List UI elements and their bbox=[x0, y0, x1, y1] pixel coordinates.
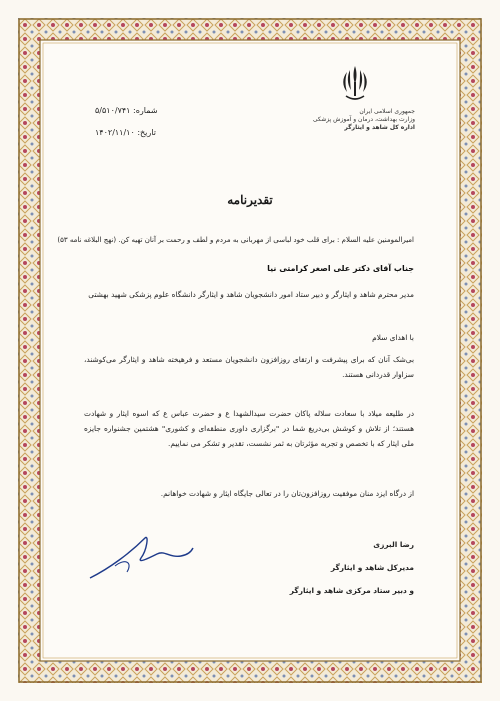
opening-quote: امیرالمومنین علیه السلام : برای قلب خود لباسی از مهربانی به مردم و لطف و رحمت بر آنان تهیه کن. (نهج البلاغه نامه ۵۳) bbox=[57, 236, 414, 244]
signatory-title-2: و دبیر ستاد مرکزی شاهد و ایثارگر bbox=[289, 586, 414, 595]
recipient-role: مدیر محترم شاهد و ایثارگر و دبیر ستاد امور دانشجویان شاهد و ایثارگر دانشگاه علوم پزشکی شهید بهشتی bbox=[88, 290, 414, 299]
letter-number bbox=[95, 106, 158, 115]
org-line-1: جمهوری اسلامی ایران bbox=[359, 108, 415, 115]
number-label: شماره: bbox=[133, 106, 158, 115]
date-value: ۱۴۰۲/۱۱/۱۰ bbox=[95, 128, 135, 137]
signatory-name: رضا البرزی bbox=[373, 540, 414, 549]
date-label: تاریخ: bbox=[137, 128, 156, 137]
body-paragraph-3: از درگاه ایزد منان موفقیت روزافزون‌تان را در تعالی جایگاه ایثار و شهادت خواهانم. bbox=[160, 489, 414, 498]
page-title: تقدیرنامه bbox=[227, 193, 273, 207]
recipient-name: جناب آقای دکتر علی اصغر کرامتی نیا bbox=[267, 264, 414, 273]
body-paragraph-2: در طلیعه میلاد با سعادت سلاله پاکان حضرت سیدالشهدا ع و حضرت عباس ع که اسوه ایثار و شهادت هستند؛ از تلاش و کوشش بی‌دریغ شما در "برگزاری داوری منطقه‌ای و کشوری" هشتمین جشنواره جایزه ملی ایثار که با تخصص و تجربه مؤثرتان به ثمر نشست، تقدیر و تشکر می نماییم. bbox=[84, 409, 414, 448]
signature-scribble bbox=[85, 528, 195, 583]
signatory-title-1: مدیرکل شاهد و ایثارگر bbox=[330, 563, 414, 572]
iran-emblem-icon bbox=[333, 62, 377, 106]
number-value: ۵/۵۱۰/۷۴۱ bbox=[95, 106, 131, 115]
org-line-3: اداره کل شاهد و ایثارگر bbox=[344, 124, 415, 131]
letter-date bbox=[95, 128, 156, 137]
greeting: با اهدای سلام bbox=[372, 333, 414, 342]
org-line-2: وزارت بهداشت، درمان و آموزش پزشکی bbox=[312, 116, 415, 123]
body-paragraph-1: بی‌شک آنان که برای پیشرفت و ارتقای روزافزون دانشجویان مستعد و فرهیخته شاهد و ایثارگر می‌کوشند، سزاوار قدردانی هستند. bbox=[84, 355, 414, 379]
